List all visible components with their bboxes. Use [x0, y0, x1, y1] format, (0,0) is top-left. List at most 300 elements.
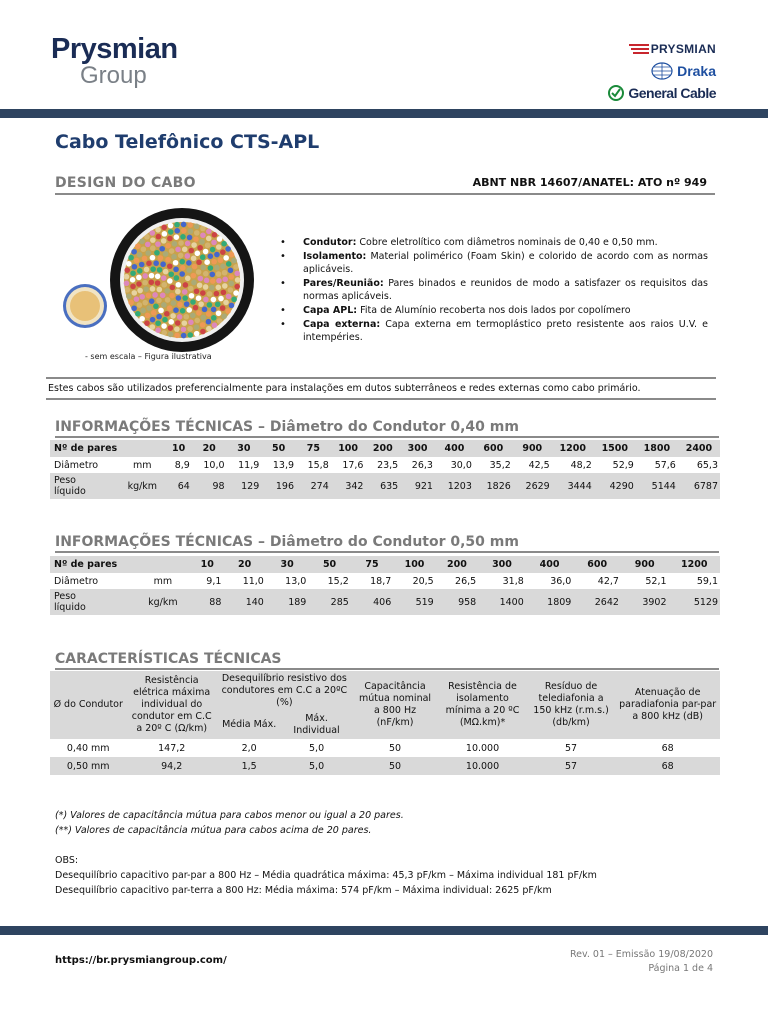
cable-strand: [164, 288, 170, 294]
design-heading-text: DESIGN DO CABO: [55, 175, 196, 191]
cable-strand: [200, 329, 206, 335]
weight-value: 5129: [669, 589, 720, 615]
weight-value: 140: [223, 589, 265, 615]
prysmian-brand-text: PRYSMIAN: [650, 42, 716, 56]
cable-strand: [203, 284, 209, 290]
cable-strand: [190, 299, 196, 305]
cable-strand: [188, 286, 194, 292]
cable-strand: [217, 318, 223, 324]
table-cell: 5,0: [281, 757, 351, 775]
obs-line: Desequilíbrio capacitivo par-terra a 800 Hz: Média máxima: 574 pF/km – Máxima individual: 2625 pF/km: [55, 885, 552, 896]
cable-strand: [131, 249, 137, 255]
cable-strand: [181, 333, 187, 339]
cable-strand: [222, 283, 228, 289]
cable-strand: [126, 293, 132, 299]
weight-value: 88: [191, 589, 223, 615]
table-cell: 94,2: [126, 757, 217, 775]
general-cable-brand: [606, 83, 716, 103]
cable-strand: [186, 307, 192, 313]
cable-strand: [234, 271, 240, 277]
table-row: [50, 739, 720, 757]
table-cell: 68: [661, 742, 674, 754]
table-cell: 1,5: [217, 757, 281, 775]
table-row: [50, 757, 720, 775]
weight-value: 5144: [636, 473, 678, 499]
diameter-unit: mm: [133, 459, 152, 471]
cable-strand: [153, 260, 159, 266]
weight-label-line: líquido: [54, 486, 86, 497]
cable-strand: [139, 316, 145, 322]
cable-strand: [167, 278, 173, 284]
cable-strand: [228, 268, 234, 274]
cable-strand: [144, 320, 150, 326]
website-link[interactable]: https://br.prysmiangroup.com/: [55, 955, 227, 966]
cable-strand: [183, 314, 189, 320]
cable-strand: [155, 241, 161, 247]
cable-strand: [191, 273, 197, 279]
col-atenuacao: Atenuação de paradiafonia par-par a 800 kHz (dB): [615, 671, 720, 739]
observations: [55, 853, 597, 898]
cable-strand: [167, 236, 173, 242]
pairs-value: 100: [393, 556, 435, 573]
table-cell: 0,40 mm: [66, 742, 110, 754]
diameter-value: 10,0: [203, 459, 225, 471]
cable-strand: [226, 294, 232, 300]
cable-strand: [180, 234, 186, 240]
cable-strand: [196, 295, 202, 301]
diameter-value: 23,5: [377, 459, 399, 471]
cable-strand: [152, 292, 158, 298]
cable-strand: [137, 268, 143, 274]
bullet-term: Isolamento:: [303, 251, 367, 262]
table-header-row: [50, 440, 720, 457]
cable-strand: [186, 267, 192, 273]
table-040-heading: INFORMAÇÕES TÉCNICAS – Diâmetro do Condutor 0,40 mm: [55, 419, 719, 438]
cable-strand: [173, 267, 179, 273]
table-header-row: [50, 556, 720, 573]
cable-strand: [158, 308, 164, 314]
cable-strand: [214, 265, 220, 271]
diameter-value: 20,5: [412, 575, 434, 587]
cable-strand: [233, 264, 239, 270]
cable-strand: [208, 253, 214, 259]
col-deseq: Desequilíbrio resistivo dos condutores em C.C a 20ºC (%): [217, 671, 352, 711]
cable-strand: [211, 297, 217, 303]
cable-strand: [198, 276, 204, 282]
cable-strand: [176, 282, 182, 288]
cable-strand: [220, 305, 226, 311]
footnote: (**) Valores de capacitância mútua para cabos acima de 20 pares.: [55, 825, 372, 836]
pairs-value: 10: [165, 440, 191, 457]
col-media: Média Máx.: [217, 711, 281, 739]
table-cell: 147,2: [158, 742, 186, 754]
weight-value: 3444: [552, 473, 594, 499]
cable-strand: [162, 231, 168, 237]
cable-strand: [146, 305, 152, 311]
cable-strand: [177, 302, 183, 308]
cable-strand: [155, 227, 161, 233]
cable-strand: [161, 275, 167, 281]
table-cell: 50: [388, 742, 402, 754]
cable-strand: [180, 308, 186, 314]
cable-strand: [180, 265, 186, 271]
cable-strand: [158, 255, 164, 261]
cable-strand: [208, 265, 214, 271]
cable-strand: [140, 308, 146, 314]
bullet-text: Capa externa em termoplástico preto resistente aos raios U.V. e intempéries.: [303, 319, 708, 343]
cable-strand: [174, 222, 180, 228]
cable-strand: [156, 314, 162, 320]
cable-strand: [231, 258, 237, 264]
table-cell: 57: [565, 742, 578, 754]
weight-value: 2629: [513, 473, 552, 499]
cable-strand: [162, 317, 168, 323]
tech-table-040: [50, 440, 720, 499]
cable-strand: [191, 256, 197, 262]
cable-strand: [226, 261, 232, 267]
pairs-value: 50: [308, 556, 350, 573]
cable-strand: [205, 242, 211, 248]
cable-strand: [159, 246, 165, 252]
cable-strand: [170, 313, 176, 319]
cable-strand: [161, 330, 167, 336]
cable-strand: [216, 271, 222, 277]
cable-strand: [223, 255, 229, 261]
pairs-value: 200: [436, 556, 478, 573]
cable-strand: [188, 319, 194, 325]
cable-strand: [222, 270, 228, 276]
cable-strand: [124, 281, 130, 287]
cable-strand: [196, 259, 202, 265]
cable-strand: [206, 326, 212, 332]
weight-value: 64: [165, 473, 191, 499]
cable-strand: [130, 270, 136, 276]
pairs-value: 300: [478, 556, 526, 573]
table-cell: 68: [615, 757, 720, 775]
pairs-value: 600: [474, 440, 513, 457]
cable-strand: [169, 248, 175, 254]
cable-strand: [124, 267, 130, 273]
cable-strand: [184, 301, 190, 307]
diameter-value: 15,8: [307, 459, 329, 471]
pairs-value: 20: [223, 556, 265, 573]
diameter-value: 30,0: [450, 459, 472, 471]
pairs-value: 100: [331, 440, 366, 457]
cable-strand: [210, 247, 216, 253]
diameter-value: 65,3: [696, 459, 718, 471]
weight-value: 519: [393, 589, 435, 615]
cable-strand: [155, 320, 161, 326]
cable-strand: [221, 290, 227, 296]
diameter-value: 26,5: [455, 575, 477, 587]
cable-strand: [128, 255, 134, 261]
cable-strand: [150, 266, 156, 272]
bullet-term: Pares/Reunião:: [303, 278, 384, 289]
cable-strand: [223, 300, 229, 306]
draka-brand-text: Draka: [677, 63, 716, 79]
cable-strand: [167, 305, 173, 311]
list-item: [278, 250, 708, 276]
col-capacitance: Capacitância mútua nominal a 800 Hz (nF/km): [352, 671, 439, 739]
cable-strand: [145, 250, 151, 256]
pairs-value: 1500: [594, 440, 636, 457]
table-cell: 10.000: [438, 757, 527, 775]
cable-strand: [134, 258, 140, 264]
cable-strand: [210, 278, 216, 284]
weight-value: 196: [261, 473, 296, 499]
cable-strand: [168, 223, 174, 229]
cable-strand: [165, 243, 171, 249]
weight-value: 6787: [678, 473, 720, 499]
cable-strand: [155, 274, 161, 280]
col-max: Máx. Individual: [281, 711, 351, 739]
cable-strand: [132, 264, 138, 270]
cable-strand: [169, 293, 175, 299]
cable-strand: [200, 226, 206, 232]
cable-strand: [211, 240, 217, 246]
cable-strand: [214, 291, 220, 297]
cable-strand: [130, 284, 136, 290]
list-item: [278, 236, 708, 249]
cable-strand: [150, 230, 156, 236]
bullet-term: Condutor:: [303, 237, 357, 248]
cable-strand: [229, 303, 235, 309]
cable-strand: [157, 287, 163, 293]
cable-strand: [128, 300, 134, 306]
cable-strand: [233, 290, 239, 296]
weight-value: 921: [400, 473, 435, 499]
cable-strand: [216, 278, 222, 284]
pairs-value: 900: [513, 440, 552, 457]
diameter-value: 13,9: [272, 459, 295, 471]
cable-strand: [130, 277, 136, 283]
pairs-value: 600: [573, 556, 621, 573]
cable-strand: [211, 315, 217, 321]
cable-strand: [193, 305, 199, 311]
cable-strand: [217, 236, 223, 242]
cable-strand: [196, 269, 202, 275]
weight-value: 274: [296, 473, 331, 499]
cable-strand: [229, 252, 235, 258]
cable-strand: [137, 302, 143, 308]
col-insulation: Resistência de isolamento mínima a 20 ºC (MΩ.km)*: [438, 671, 527, 739]
weight-label: [50, 473, 119, 499]
weight-label-line: Peso: [54, 475, 76, 486]
cable-strand: [154, 250, 160, 256]
cable-strand: [149, 298, 155, 304]
cable-strand: [191, 242, 197, 248]
pairs-value: 1800: [636, 440, 678, 457]
cable-strand: [174, 333, 180, 339]
cable-strand: [203, 271, 209, 277]
diameter-value: 36,0: [550, 575, 572, 587]
cable-strand: [194, 224, 200, 230]
diameter-value: 52,1: [645, 575, 667, 587]
cable-strand: [155, 327, 161, 333]
cable-strand: [187, 222, 193, 228]
header-bar: [0, 109, 768, 118]
cable-strand: [206, 229, 212, 235]
cable-strand: [160, 292, 166, 298]
cable-strand: [215, 301, 221, 307]
weight-value: 3902: [621, 589, 669, 615]
cable-strand: [139, 238, 145, 244]
list-item: [278, 318, 708, 344]
weight-value: 285: [308, 589, 350, 615]
table-row: [50, 573, 720, 589]
pairs-value: 1200: [552, 440, 594, 457]
diameter-value: 15,2: [327, 575, 349, 587]
cable-strand: [144, 234, 150, 240]
cable-strand: [134, 296, 140, 302]
cable-strand: [218, 296, 224, 302]
obs-line: Desequilíbrio capacitivo par-par a 800 Hz – Média quadrática máxima: 45,3 pF/km – Máxima individual 181 pF/km: [55, 870, 597, 881]
cable-strand: [168, 325, 174, 331]
cable-strand: [141, 246, 147, 252]
cable-strand: [142, 300, 148, 306]
cable-strand: [145, 313, 151, 319]
page-number: Página 1 de 4: [648, 963, 713, 974]
footer-bar: [0, 926, 768, 935]
cable-strand: [235, 277, 241, 283]
diameter-value: 17,6: [342, 459, 364, 471]
weight-value: 635: [365, 473, 400, 499]
cable-strand: [185, 276, 191, 282]
usage-note: Estes cabos são utilizados preferencialmente para instalações em dutos subterrâneos e redes externas como cabo primário.: [46, 377, 716, 400]
cable-strand: [142, 280, 148, 286]
cable-strand: [173, 307, 179, 313]
cable-strand: [214, 252, 220, 258]
revision-date: Rev. 01 – Emissão 19/08/2020: [569, 949, 713, 960]
pairs-value: 10: [191, 556, 223, 573]
cable-strand: [221, 313, 227, 319]
diameter-value: 18,7: [370, 575, 392, 587]
brand-logos: [606, 39, 716, 105]
cable-strand: [209, 272, 215, 278]
design-section-heading: [55, 172, 715, 195]
cable-strand: [168, 319, 174, 325]
cable-strand: [165, 257, 171, 263]
pairs-value: 900: [621, 556, 669, 573]
weight-unit: kg/km: [135, 589, 192, 615]
figure-caption: - sem escala – Figura ilustrativa: [85, 352, 212, 361]
cable-strand: [175, 320, 181, 326]
cable-strand: [203, 249, 209, 255]
diameter-unit: mm: [153, 575, 173, 587]
weight-value: 129: [227, 473, 262, 499]
diameter-value: 42,7: [597, 575, 619, 587]
cable-strand: [179, 271, 185, 277]
table-row: [50, 473, 720, 499]
cable-strand: [168, 271, 174, 277]
cable-strand: [209, 285, 215, 291]
cable-strand: [135, 243, 141, 249]
diameter-label: Diâmetro: [54, 459, 99, 471]
table-050-heading: INFORMAÇÕES TÉCNICAS – Diâmetro do Condutor 0,50 mm: [55, 534, 719, 553]
bullet-text: Material polimérico (Foam Skin) e colorido de acordo com as normas aplicáveis.: [303, 251, 708, 275]
cable-strand: [139, 262, 145, 268]
cable-strand: [216, 310, 222, 316]
diameter-value: 57,6: [654, 459, 676, 471]
weight-value: 1809: [526, 589, 574, 615]
diameter-value: 9,1: [206, 575, 222, 587]
diameter-value: 11,9: [238, 459, 260, 471]
cable-strand: [195, 250, 201, 256]
cable-strand: [155, 280, 161, 286]
cable-strand: [148, 279, 154, 285]
cable-strand: [175, 289, 181, 295]
col-conductor: Ø do Condutor: [50, 671, 126, 739]
table-row: [50, 457, 720, 473]
col-residuo: Resíduo de telediafonia a 150 kHz (r.m.s.) (db/km): [527, 671, 616, 739]
logo-line2: Group: [80, 62, 147, 89]
cable-strand: [187, 332, 193, 338]
cable-strand: [200, 290, 206, 296]
table-cell: 50: [352, 757, 439, 775]
weight-value: 4290: [594, 473, 636, 499]
cable-strand: [161, 238, 167, 244]
cable-strand: [156, 298, 162, 304]
pairs-value: 1200: [669, 556, 720, 573]
weight-value: 958: [436, 589, 478, 615]
cable-strand: [207, 302, 213, 308]
checkmark-shield-icon: [608, 85, 624, 101]
cable-strand: [182, 289, 188, 295]
cable-strand: [144, 267, 150, 273]
weight-value: 2642: [573, 589, 621, 615]
list-item: [278, 277, 708, 303]
cable-strand: [206, 236, 212, 242]
draka-brand: [606, 61, 716, 81]
cable-strand: [222, 277, 228, 283]
cable-strand: [139, 294, 145, 300]
cable-strand: [189, 293, 195, 299]
weight-value: 98: [192, 473, 227, 499]
cable-strand: [174, 326, 180, 332]
cable-strand: [161, 225, 167, 231]
cable-strand: [178, 253, 184, 259]
weight-label: [50, 589, 135, 615]
diameter-value: 31,8: [502, 575, 524, 587]
cable-cross-section-image: [55, 200, 275, 360]
cable-strand: [171, 300, 177, 306]
cable-strand: [168, 332, 174, 338]
cable-strand: [186, 260, 192, 266]
cable-strand: [164, 311, 170, 317]
cable-strand: [150, 324, 156, 330]
cable-strand: [151, 310, 157, 316]
cable-strand: [188, 229, 194, 235]
diameter-value: 59,1: [696, 575, 718, 587]
cable-strand: [136, 275, 142, 281]
pairs-value: 20: [192, 440, 227, 457]
cable-strand: [150, 255, 156, 261]
cable-strand: [182, 247, 188, 253]
table-cell: 57: [527, 757, 616, 775]
cable-strand: [178, 240, 184, 246]
cable-strand: [229, 274, 235, 280]
pairs-value: 30: [266, 556, 308, 573]
cable-strand: [150, 245, 156, 251]
footnotes: [55, 808, 404, 838]
cable-strand: [225, 246, 231, 252]
cable-strand: [191, 280, 197, 286]
cable-strand: [170, 285, 176, 291]
cable-strand: [194, 331, 200, 337]
prysmian-group-logo: [51, 34, 178, 88]
cable-strand: [220, 264, 226, 270]
cable-strand: [150, 237, 156, 243]
